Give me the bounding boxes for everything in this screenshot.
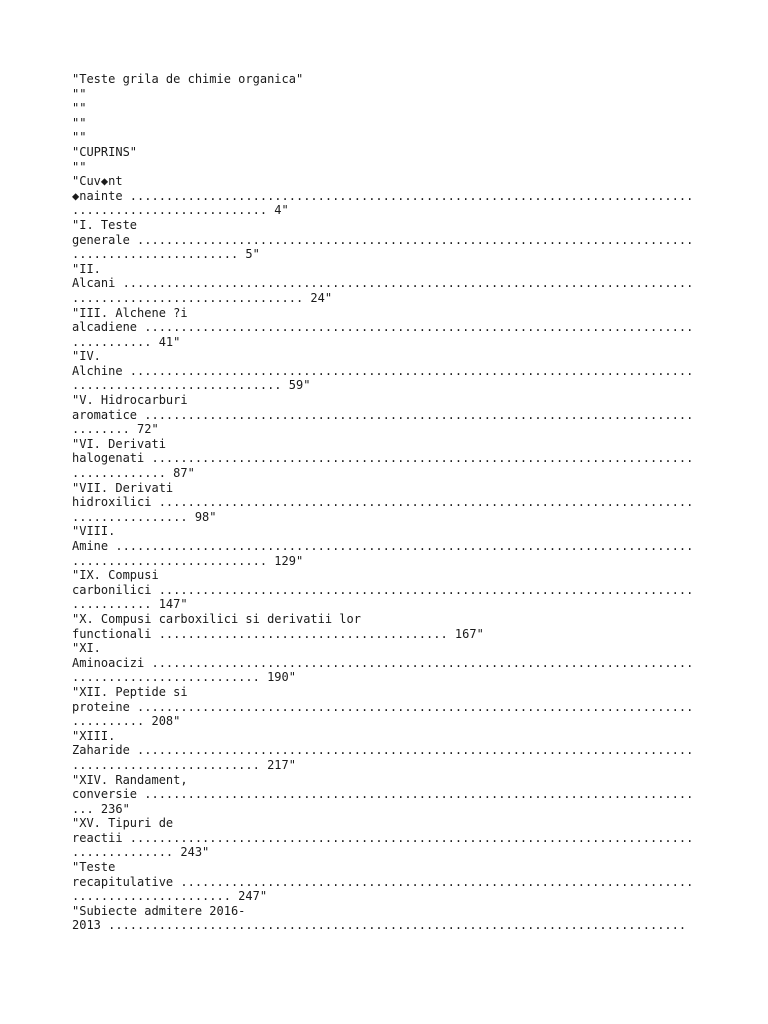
text-line: "" [72, 115, 87, 130]
text-line: ◆nainte .............................................................................. [72, 188, 694, 203]
text-line: "" [72, 86, 87, 101]
text-line: proteine ............................................................................. [72, 699, 694, 714]
text-line: .............. 243" [72, 845, 210, 860]
text-line: functionali ........................................ 167" [72, 626, 484, 641]
text-line: "XI. [72, 641, 101, 656]
text-line: Aminoacizi ........................................................................... [72, 655, 694, 670]
text-line: aromatice ............................................................................ [72, 407, 694, 422]
text-line: reactii .............................................................................. [72, 830, 694, 845]
text-line: ............................. 59" [72, 378, 311, 393]
text-line: .......................... 217" [72, 757, 296, 772]
text-line: ........................... 129" [72, 553, 304, 568]
text-line: ... 236" [72, 801, 130, 816]
text-line: recapitulative ....................................................................... [72, 874, 694, 889]
text-line: "XIII. [72, 728, 116, 743]
text-line: halogenati ........................................................................... [72, 451, 694, 466]
text-line: "IX. Compusi [72, 568, 159, 583]
text-line: "" [72, 130, 87, 145]
text-line: "II. [72, 261, 101, 276]
text-line: ................................ 24" [72, 290, 333, 305]
text-line: Amine ................................................................................ [72, 539, 694, 553]
text-line: carbonilici .......................................................................... [72, 582, 694, 597]
text-line: Alcani ............................................................................... [72, 276, 694, 291]
text-line: generale ............................................................................. [72, 232, 694, 247]
text-line: "CUPRINS" [72, 144, 138, 159]
text-line: ........... 41" [72, 334, 181, 349]
text-line: "VII. Derivati [72, 480, 174, 495]
text-line: "Teste [72, 860, 116, 875]
text-line: ................ 98" [72, 509, 217, 524]
text-line: ........... 147" [72, 597, 188, 612]
text-line: "XIV. Randament, [72, 772, 188, 787]
text-line: .......................... 190" [72, 670, 296, 685]
text-line: "XII. Peptide si [72, 684, 188, 699]
document-page [72, 72, 712, 933]
text-line: "I. Teste [72, 217, 138, 232]
text-line: ............. 87" [72, 466, 195, 481]
text-line: "" [72, 159, 87, 174]
text-line: "X. Compusi carboxilici si derivatii lor [72, 611, 361, 626]
text-line: "VIII. [72, 524, 116, 539]
text-line: .......... 208" [72, 714, 181, 729]
text-line: "XV. Tipuri de [72, 816, 174, 831]
text-line: ....................... 5" [72, 247, 260, 262]
text-line: hidroxilici .......................................................................... [72, 495, 694, 510]
text-line: "Teste grila de chimie organica" [72, 72, 304, 86]
text-line: ...................... 247" [72, 889, 268, 904]
text-line: "" [72, 101, 87, 116]
text-line: conversie ............................................................................ [72, 787, 694, 802]
text-line: Zaharide ............................................................................. [72, 743, 694, 758]
text-line: "VI. Derivati [72, 436, 166, 451]
text-line: "Subiecte admitere 2016- [72, 903, 246, 918]
text-line: "IV. [72, 349, 101, 364]
text-line: alcadiene ............................................................................ [72, 320, 694, 335]
text-line: "III. Alchene ?i [72, 305, 188, 320]
text-line: "V. Hidrocarburi [72, 393, 188, 408]
text-line: "Cuv◆nt [72, 174, 123, 189]
text-line: 2013 ................................................................................ [72, 918, 687, 933]
text-line: ........ 72" [72, 422, 159, 437]
text-line: Alchine .............................................................................. [72, 363, 694, 378]
text-line: ........................... 4" [72, 203, 289, 218]
